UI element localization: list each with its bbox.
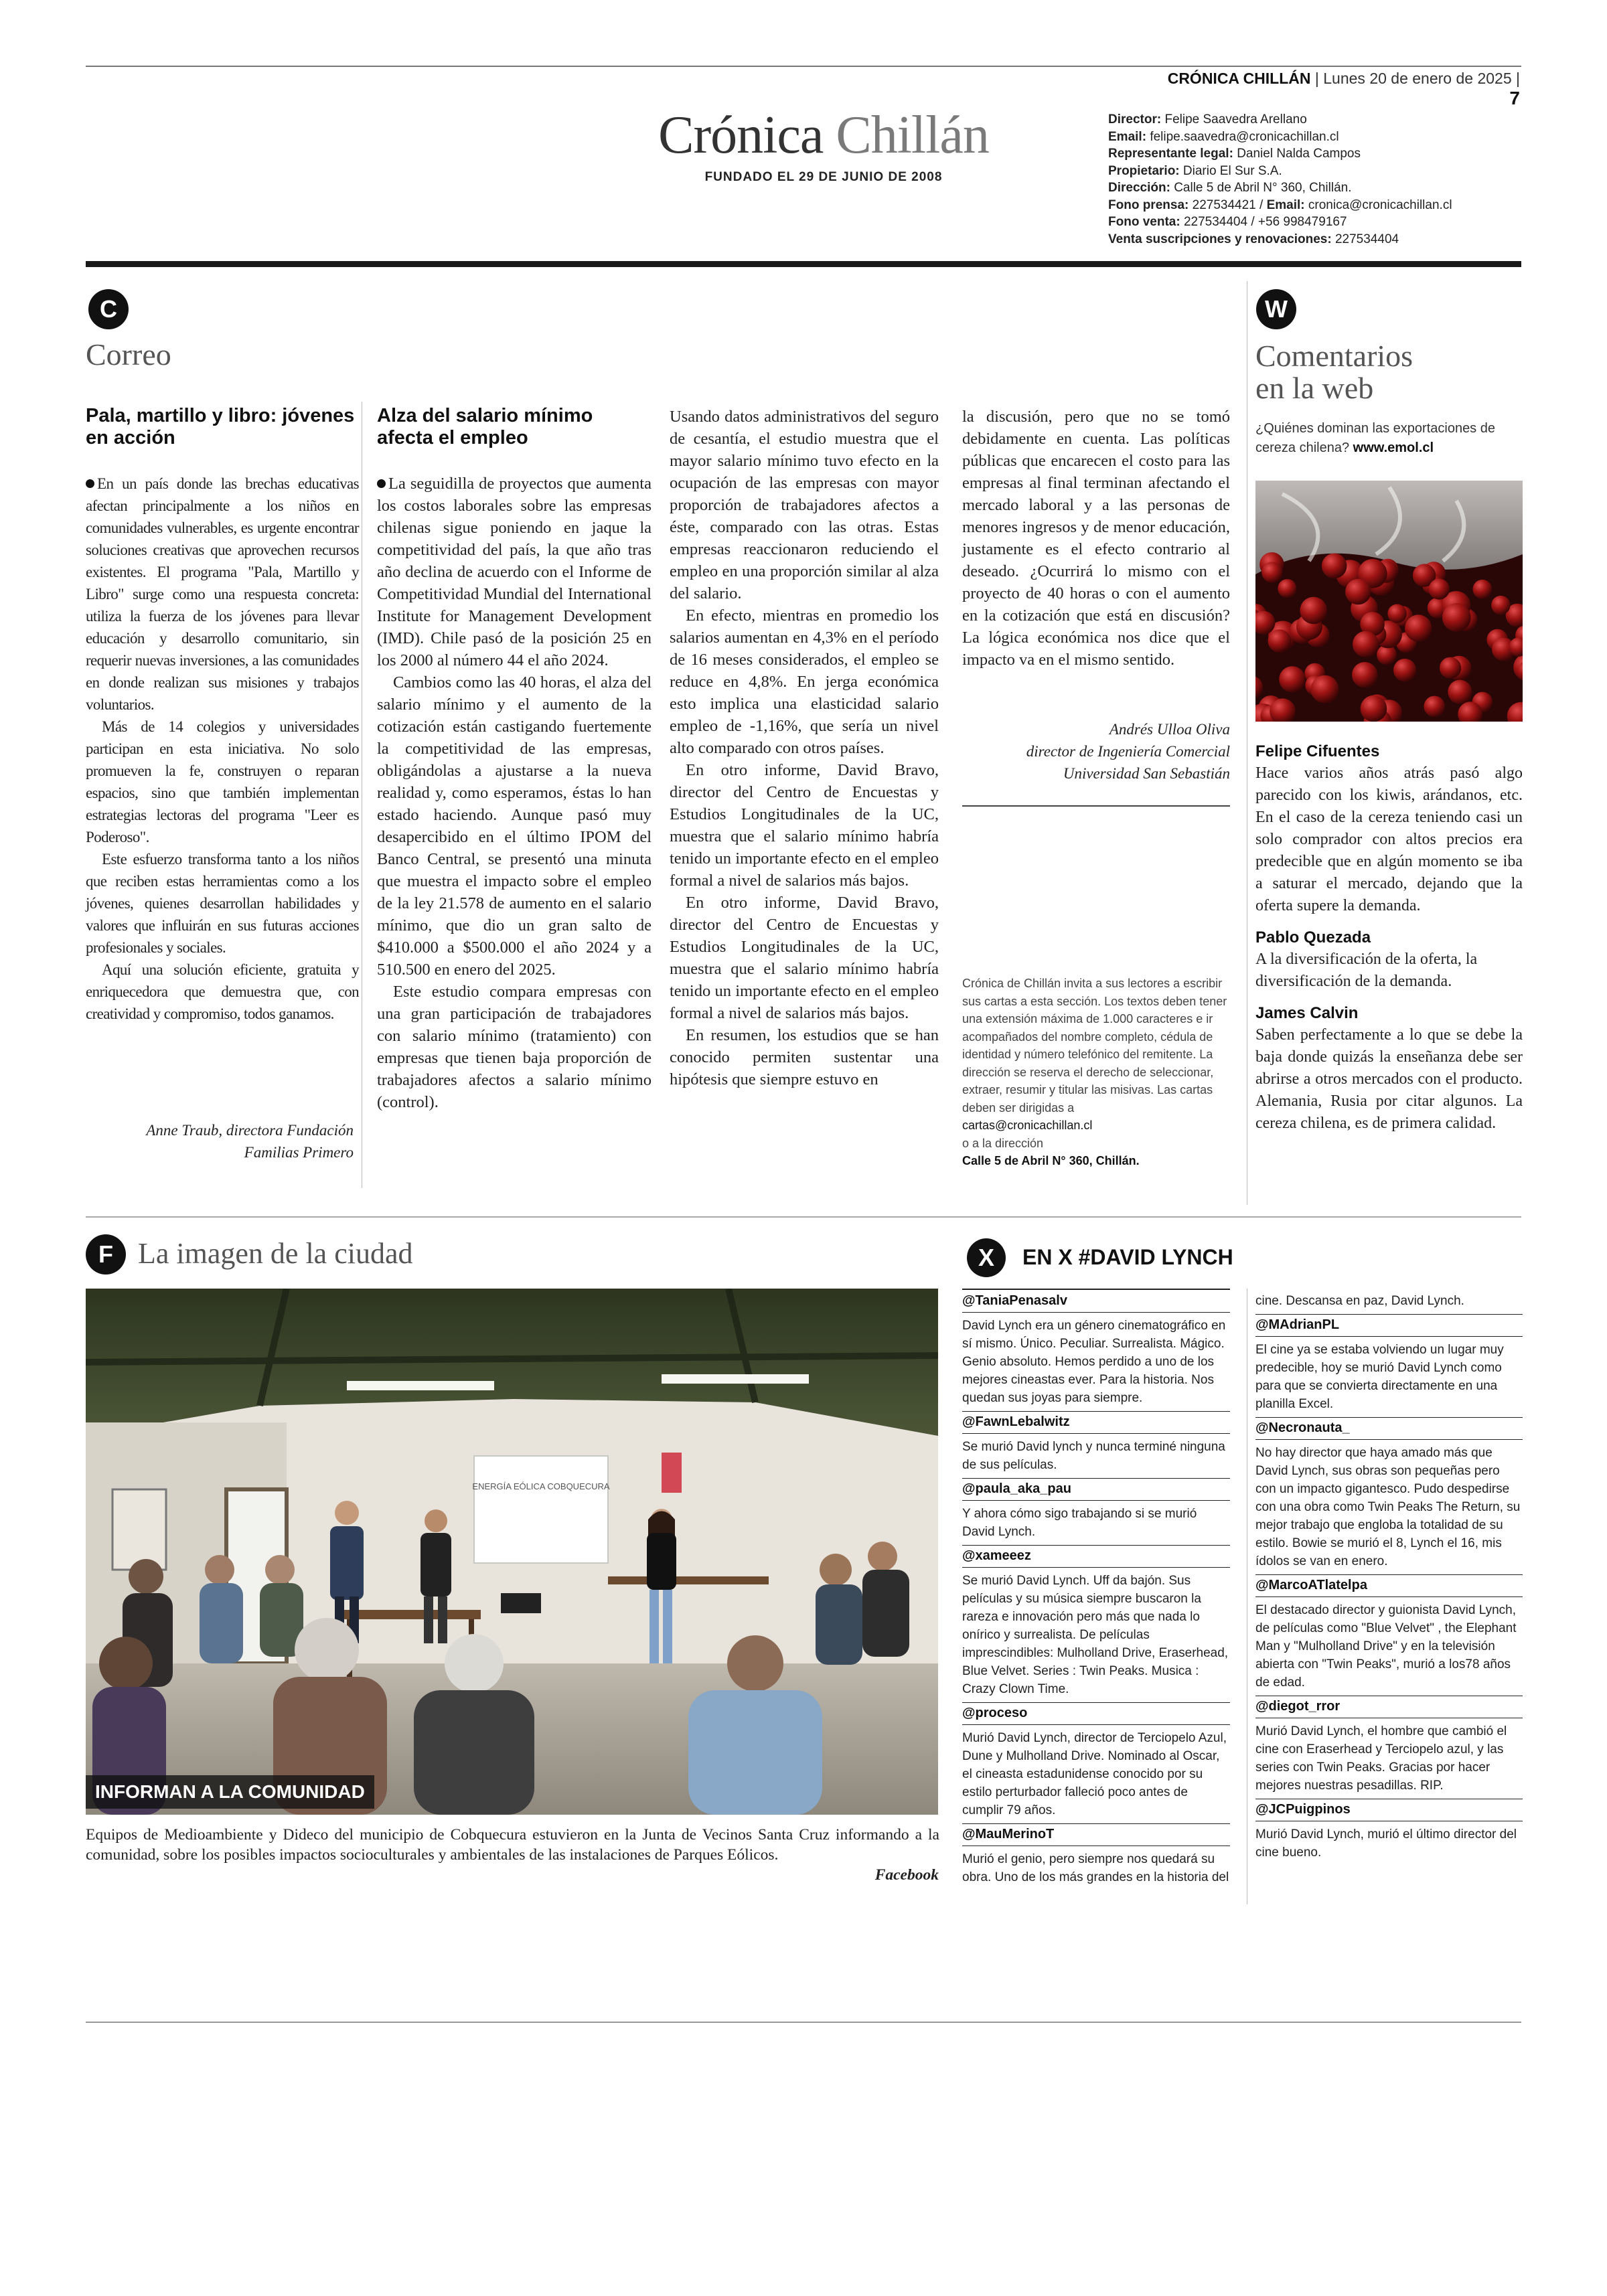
letters-invite: Crónica de Chillán invita a sus lectores a escribir sus cartas a esta sección. Los textos deben tener una extensión máxima de 1.000 caracteres e ir acompañados del nombre completo, cédula de identidad y número telefónico del remitente. La dirección se reserva el derecho de seleccionar, extraer, resumir y titular las misivas. Las cartas deben ser dirigidas a cartas@cronicachillan.cl o a la dirección Calle 5 de Abril N° 360, Chillán. bbox=[962, 975, 1230, 1170]
tweet: @proceso Murió David Lynch, director de Terciopelo Azul, Dune y Mulholland Drive. Nominado al Oscar, el cineasta estadunidense conocido por su estilo perturbador falleció poco antes de cumplir 79 años. bbox=[962, 1703, 1230, 1824]
cherry bbox=[1424, 696, 1446, 718]
cherry bbox=[1361, 695, 1387, 722]
letter1-p3: Este esfuerzo transforma tanto a los niños que reciben estas herramientas como a los jóvenes, quienes desarrollan habilidades y valores que influirán en sus futuras acciones profesionales y sociales. bbox=[86, 851, 359, 956]
letter2-col2-p5: En resumen, los estudios que se han conocido permiten sustentar una hipótesis que siempre estuvo en bbox=[670, 1026, 939, 1088]
cherry bbox=[1405, 614, 1432, 641]
photo-label: INFORMAN A LA COMUNIDAD bbox=[86, 1775, 374, 1809]
invite-address: Calle 5 de Abril N° 360, Chillán. bbox=[962, 1154, 1140, 1167]
staff-owner: Propietario: Diario El Sur S.A. bbox=[1108, 163, 1282, 178]
meeting-image bbox=[86, 1289, 938, 1815]
letter2-col1-p2: Cambios como las 40 horas, el alza del salario mínimo y el aumento de la cotización están castigando fuertemente la competitividad de las empresas, obligándolas a ajustarse a la nueva realidad y, como esperamos, éstas lo han estado haciendo. Aunque pasó muy desapercibido en el último IPOM del Banco Central, se presentó una minuta que muestra el impacto sobre el empleo de la ley 21.578 de aumento en el salario mínimo, que dio un gran salto de $410.000 a $500.000 el año 2024 y a 510.500 en enero del 2025. bbox=[377, 673, 652, 979]
letter1-p4: Aquí una solución eficiente, gratuita y enriquecedora que demuestra que, con creatividad y compromiso, todos ganamos. bbox=[86, 961, 359, 1022]
web-site-link[interactable]: www.emol.cl bbox=[1353, 440, 1434, 455]
tweet-handle[interactable]: @Necronauta_ bbox=[1255, 1419, 1523, 1440]
tweet: @xameeez Se murió David Lynch. Uff da bajón. Sus películas y su música siempre buscaron la rareza e innovación pero más que nada lo onírico y surrealista. De películas imprescindibles: Mulholland Drive, Eraserhead, Blue Velvet. Series : Twin Peaks. Musica : Crazy Clown Time. bbox=[962, 1546, 1230, 1703]
tweet: @FawnLebalwitz Se murió David lynch y nunca terminé ninguna de sus películas. bbox=[962, 1412, 1230, 1479]
tweet: @TaniaPenasalv David Lynch era un género cinematográfico en sí mismo. Único. Peculiar. Surrealista. Mágico. Genio absoluto. Hemos perdido a uno de los mejores cineastas ever. Para la historia. Nos quedan sus joyas para siempre. bbox=[962, 1291, 1230, 1412]
masthead bbox=[576, 108, 1071, 185]
letter2-col1-p3: Este estudio compara empresas con una gran participación de trabajadores con salario mínimo (tratamiento) con empresas que tienen baja proporción de trabajadores afectos a salario mínimo (control). bbox=[377, 983, 652, 1111]
tweet: @MarcoATlatelpa El destacado director y guionista David Lynch, de películas como "Blue Velvet" , the Elephant Man y "Mulholland Drive" y en la televisión abierta con "Twin Peaks", murió a los78 años de edad. bbox=[1255, 1575, 1523, 1696]
photo-credit: Facebook bbox=[874, 1866, 939, 1884]
letter2-col1-p1: La seguidilla de proyectos que aumenta los costos laborales sobre las empresas chilenas sigue poniendo en jaque la competitividad del país, la que año tras año declina de acuerdo con el Informe de Competitividad Mundial del International Institute for Management Development (IMD). Chile pasó de la posición 25 en los 2000 al número 44 el año 2024. bbox=[377, 475, 652, 669]
cherry bbox=[1279, 666, 1305, 692]
letter2-col3-p1: la discusión, pero que no se tomó debidamente en cuenta. Las políticas públicas que encarecen el costo para las empresas al final terminan afectando el mercado laboral y a las personas de menores ingresos y de menor educación, justamente es el efecto contrario al deseado. ¿Ocurrirá lo mismo con el proyecto de 40 horas o con el aumento en la cotización que está en discusión? La lógica económica nos dice que el impacto va en el mismo sentido. bbox=[962, 408, 1230, 669]
correo-badge: C bbox=[88, 289, 129, 329]
banner-text: ENERGÍA EÓLICA COBQUECURA bbox=[472, 1481, 610, 1491]
tweet: @paula_aka_pau Y ahora cómo sigo trabajando si se murió David Lynch. bbox=[962, 1479, 1230, 1546]
letter2-end-rule bbox=[962, 805, 1230, 807]
bullet-icon bbox=[86, 479, 94, 488]
top-rule bbox=[86, 66, 1521, 67]
tweet-handle[interactable]: @MauMerinoT bbox=[962, 1825, 1230, 1846]
cherries-photo bbox=[1255, 481, 1523, 722]
cherry bbox=[1429, 579, 1450, 600]
tweet: @JCPuigpinos Murió David Lynch, murió el último director del cine bueno. bbox=[1255, 1799, 1523, 1866]
tweet-handle[interactable]: @TaniaPenasalv bbox=[962, 1292, 1230, 1313]
masthead-rule bbox=[86, 261, 1521, 267]
web-comment: James Calvin Saben perfectamente a lo que se debe la baja donde quizás la enseñanza debe ser abrirse a otros mercados con el producto. Alemania, Rusia por citar algunos. La cereza chilena, es de primera calidad. bbox=[1255, 1004, 1523, 1132]
letter1-signature: Anne Traub, directora Fundación Familias Primero bbox=[146, 1122, 354, 1161]
cherry bbox=[1322, 554, 1347, 579]
cherry bbox=[1311, 675, 1339, 704]
founded-date: FUNDADO EL 29 DE JUNIO DE 2008 bbox=[704, 170, 943, 184]
city-photo bbox=[86, 1289, 938, 1815]
bottom-rule bbox=[86, 2022, 1521, 2023]
letter2-col3 bbox=[962, 406, 1230, 671]
x-column-1 bbox=[962, 1291, 1230, 1890]
web-badge: W bbox=[1256, 289, 1296, 329]
letter2-headline: Alza del salario mínimo afecta el empleo bbox=[377, 405, 593, 448]
tweet-continuation: cine. Descansa en paz, David Lynch. bbox=[1255, 1291, 1523, 1315]
letter2-signature: Andrés Ulloa Oliva director de Ingeniería Comercial Universidad San Sebastián bbox=[1026, 721, 1230, 782]
city-title: La imagen de la ciudad bbox=[138, 1237, 413, 1270]
tweet: @Necronauta_ No hay director que haya amado más que David Lynch, sus obras son pequeñas pero con un impacto gigantesco. Pudo despedirse con una obra como Twin Peaks The Return, su mejor trabajo que engloba la totalidad de su estilo. Bowie se murió el 8, Lynch el 16, mis ídolos se van en enero. bbox=[1255, 1418, 1523, 1575]
web-question: ¿Quiénes dominan las exportaciones de cereza chilena? www.emol.cl bbox=[1255, 421, 1495, 455]
cherry bbox=[1268, 629, 1292, 653]
folio: CRÓNICA CHILLÁN | Lunes 20 de enero de 2025 | 7 bbox=[1167, 70, 1520, 108]
cherry bbox=[1448, 680, 1472, 704]
letter2-col2-p3: En otro informe, David Bravo, director del Centro de Encuestas y Estudios Longitudinales de la UC, muestra que el salario mínimo habría tenido un importante efecto en el empleo formal a nivel de salarios más bajos. bbox=[670, 761, 939, 890]
cherries-image bbox=[1255, 481, 1523, 722]
tweet-handle[interactable]: @xameeez bbox=[962, 1547, 1230, 1568]
letter2-col2-p2: En efecto, mientras en promedio los salarios aumentan en 4,3% en el período de 16 meses considerados, el empleo se reduce en 4,8%. En jerga económica esto implica una elasticidad salario empleo de -1,16%, que sería un nivel alto comparado con otros países. bbox=[670, 606, 939, 757]
cherry bbox=[1261, 562, 1282, 583]
staff-email: Email: felipe.saavedra@cronicachillan.cl bbox=[1108, 129, 1339, 144]
cherry bbox=[1353, 631, 1379, 657]
tweet-handle[interactable]: @proceso bbox=[962, 1704, 1230, 1725]
cherry bbox=[1387, 604, 1406, 623]
tweet-handle[interactable]: @diegot_rror bbox=[1255, 1698, 1523, 1718]
section-rule bbox=[86, 1216, 1521, 1218]
staff-box bbox=[1108, 111, 1523, 248]
tweet-handle[interactable]: @MAdrianPL bbox=[1255, 1316, 1523, 1337]
letter1-p2: Más de 14 colegios y universidades participan en esta iniciativa. No solo promueven la fe, construyen o reparan espacios, sino que también implementan estrategias lectoras del programa "Leer es Poderoso". bbox=[86, 718, 359, 845]
cherry bbox=[1278, 579, 1296, 598]
correo-title: Correo bbox=[86, 337, 171, 372]
staff-address: Dirección: Calle 5 de Abril N° 360, Chillán. bbox=[1108, 181, 1352, 195]
web-comment: Felipe Cifuentes Hace varios años atrás pasó algo parecido con los kiwis, arándanos, etc. En el caso de la cereza teniendo casi un solo comprador con altos precios era predecible que en algún momento se iba a saturar el mercado, dejando que la oferta supere la demanda. bbox=[1255, 742, 1523, 914]
cherry bbox=[1440, 657, 1461, 679]
city-badge: F bbox=[86, 1234, 126, 1275]
x-title-rule bbox=[962, 1289, 1230, 1290]
tweet-handle[interactable]: @FawnLebalwitz bbox=[962, 1413, 1230, 1434]
tweet: @MauMerinoT Murió el genio, pero siempre nos quedará su obra. Uno de los más grandes en la historia del bbox=[962, 1827, 1229, 1884]
cherry bbox=[1393, 659, 1416, 681]
bullet-icon bbox=[377, 479, 386, 488]
tweet: @MAdrianPL El cine ya se estaba volviendo un lugar muy predecible, hoy se murió David Lynch como para que se convierta directamente en una planilla Excel. bbox=[1255, 1315, 1523, 1418]
x-badge: X bbox=[967, 1238, 1006, 1277]
letter2-col1 bbox=[377, 473, 652, 1113]
letter2-col2 bbox=[670, 406, 939, 1090]
staff-director: Director: Felipe Saavedra Arellano bbox=[1108, 112, 1307, 127]
tweet-handle[interactable]: @MarcoATlatelpa bbox=[1255, 1576, 1523, 1597]
tweet: @diegot_rror Murió David Lynch, el hombre que cambió el cine con Eraserhead y Terciopelo azul, y las series con Twin Peaks. Gracias por hacer mejores nuestras pesadillas. RIP. bbox=[1255, 1696, 1523, 1799]
cherry bbox=[1300, 597, 1327, 625]
cherry bbox=[1442, 603, 1471, 632]
x-column-2 bbox=[1255, 1291, 1523, 1866]
cherry bbox=[1473, 580, 1493, 599]
web-comments bbox=[1255, 740, 1523, 1135]
staff-sales: Fono venta: 227534404 / +56 998479167 bbox=[1108, 215, 1347, 229]
letter2-col2-p4: En otro informe, David Bravo, director del Centro de Encuestas y Estudios Longitudinales de la UC, muestra que el salario mínimo habría tenido un importante efecto en el empleo formal a nivel de salarios más bajos. bbox=[670, 894, 939, 1022]
cherry bbox=[1345, 579, 1371, 605]
publication-logo: Crónica Chillán bbox=[658, 106, 989, 165]
web-comment: Pablo Quezada A la diversificación de la oferta, la diversificación de la demanda. bbox=[1255, 928, 1478, 990]
staff-legal: Representante legal: Daniel Nalda Campos bbox=[1108, 147, 1361, 161]
x-title: EN X #DAVID LYNCH bbox=[1022, 1245, 1233, 1269]
letter1-body bbox=[86, 473, 359, 1025]
invite-email[interactable]: cartas@cronicachillan.cl bbox=[962, 1119, 1093, 1132]
letter2-col2-p1: Usando datos administrativos del seguro de cesantía, el estudio muestra que el mayor salario mínimo tuvo efecto en la ocupación de las empresas con mayor proporción de trabajadores afectos a éste, comparado con las otras. Estas empresas reaccionaron reduciendo el empleo en una proporción similar al alza del salario. bbox=[670, 408, 939, 602]
tweet-handle[interactable]: @JCPuigpinos bbox=[1255, 1801, 1523, 1821]
letter1-p1: En un país donde las brechas educativas afectan principalmente a los niños en comunidades vulnerables, es urgente encontrar soluciones creativas que aprovechen recursos existentes. El programa "Pala, Martillo y Libro" surge como una respuesta concreta: utiliza la fuerza de los jóvenes para llevar educación y desarrollo comunitario, sin requerir nuevas inversiones, a las comunidades en donde realizan sus misiones y trabajos voluntarios. bbox=[86, 475, 359, 713]
staff-press: Fono prensa: 227534421 / Email: cronica@cronicachillan.cl bbox=[1108, 197, 1452, 212]
city-caption: Equipos de Medioambiente y Dideco del municipio de Cobquecura estuvieron en la Junta de Vecinos Santa Cruz informando a la comunidad, sobre los posibles impactos socioculturales y ambientales de las instalaciones de Parques Eólicos. bbox=[86, 1826, 939, 1864]
cherry bbox=[1352, 662, 1377, 687]
staff-subs: Venta suscripciones y renovaciones: 227534404 bbox=[1108, 232, 1399, 246]
tweet-handle[interactable]: @paula_aka_pau bbox=[962, 1480, 1230, 1501]
cherry bbox=[1491, 596, 1510, 614]
letter1-headline: Pala, martillo y libro: jóvenes en acción bbox=[86, 405, 355, 448]
web-title: Comentarios en la web bbox=[1255, 339, 1413, 406]
